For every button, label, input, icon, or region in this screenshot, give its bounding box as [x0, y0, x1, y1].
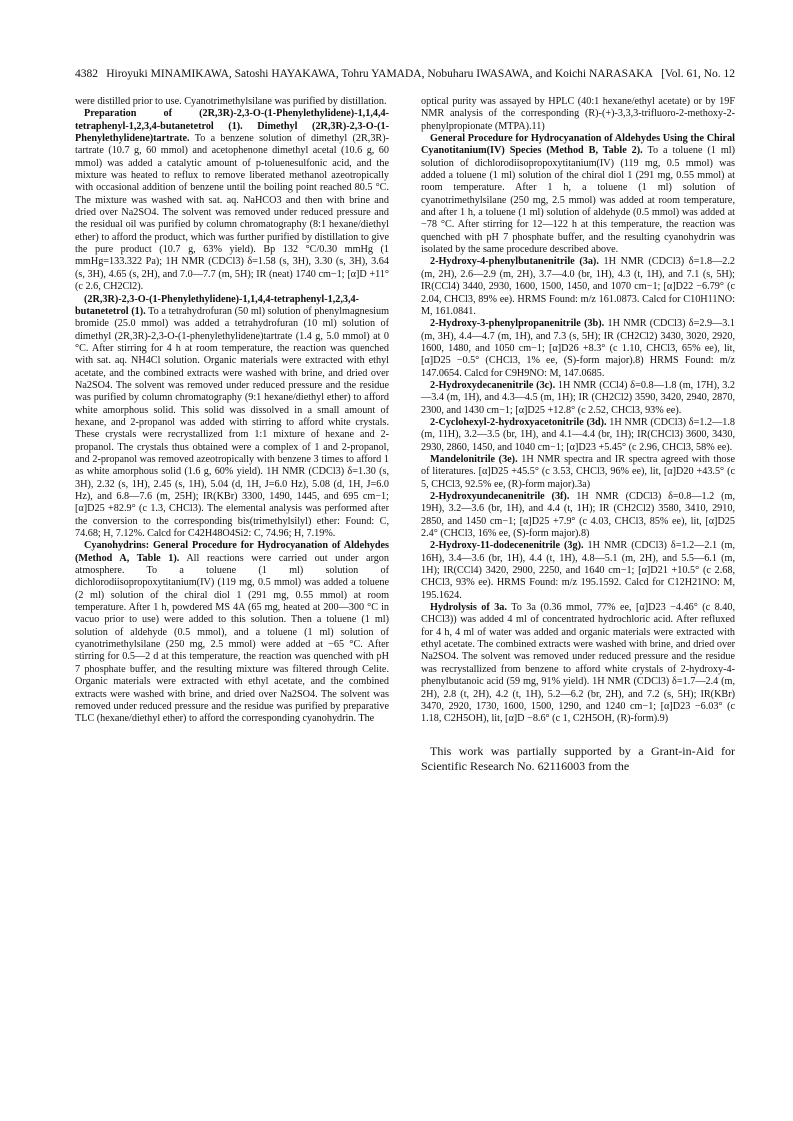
- compound-heading: 2-Hydroxydecanenitrile (3c).: [430, 379, 556, 391]
- paragraph: Cyanohydrins: General Procedure for Hydrocyanation of Aldehydes (Method A, Table 1). All reactions were carried out under argon atmosphere. To a toluene (1 ml) solution of dichlorodiisopropoxytitanium(IV) (119 mg, 0.5 mmol) was added a toluene (2 ml) solution of the chiral diol 1 (291 mg, 0.55 mmol) at room temperature. After 1 h, powdered MS 4A (65 mg, heated at 200—300 °C in vacuo prior to use) were added to this solution. Then a toluene (1 ml) solution of aldehyde (0.5 mmol), and a toluene (1 ml) solution of cyanotrimethylsilane (250 mg, 2.5 mmol) were added at −65 °C. After stirring for 0.5—2 d at this temperature, the reaction was quenched with pH 7 phosphate buffer, and the resulting mixture was filtered through Celite. Organic materials were extracted with ethyl acetate, and the combined extracts were washed with brine, and dried over Na2SO4. The solvent was removed under reduced pressure and the residue was purified by preparative TLC (hexane/diethyl ether) to afford the corresponding cyanohydrin. The: [75, 540, 389, 725]
- paragraph: optical purity was assayed by HPLC (40:1 hexane/ethyl acetate) or by 19F NMR analysis of the corresponding (R)-(+)-3,3,3-trifluoro-2-methoxy-2-phenylpropionate (MTPA).11): [421, 96, 735, 132]
- compound-heading: 2-Hydroxy-4-phenylbutanenitrile (3a).: [430, 256, 599, 268]
- paragraph: Hydrolysis of 3a. To 3a (0.36 mmol, 77% ee, [α]D23 −4.46° (c 8.40, CHCl3)) was added 4 ml of concentrated hydrochloric acid. After refluxed for 4 h, 4 ml of water was added and organic materials were extracted with ethyl acetate. The combined extracts were washed with brine, and dried over Na2SO4. The solvent was removed under reduced pressure and the residue was recrystallized from benzene to afford white crystals of 2-hydroxy-4-phenylbutanoic acid (59 mg, 91% yield). 1H NMR (CDCl3) δ=1.7—2.4 (m, 2H), 2.8 (t, 2H), 4.2 (t, 1H), 5.2—6.2 (br, 2H), and 7.2 (s, 5H); IR(KBr) 3470, 2920, 1730, 1600, 1500, 1290, and 1240 cm−1; [α]D23 −6.03° (c 1.18, C2H5OH), lit, [α]D −8.6° (c 1, C2H5OH, (R)-form).9): [421, 602, 735, 725]
- volume-info: [Vol. 61, No. 12: [661, 68, 735, 80]
- paragraph: Preparation of (2R,3R)-2,3-O-(1-Phenylethylidene)-1,1,4,4-tetraphenyl-1,2,3,4-butanetetrol (1). Dimethyl (2R,3R)-2,3-O-(1-Phenylethylidene)tartrate. To a benzene solution of dimethyl (2R,3R)-tartrate (10.7 g, 60 mmol) and acetophenone dimethyl acetal (10.6 g, 60 mmol) was added a catalytic amount of p-toluenesulfonic acid, and the mixture was heated to reflux to remove liberated methanol azeotropically with occasional addition of benzene until the boiling point reached 80.5 °C. The mixture was washed with sat. aq. NaHCO3 and then with brine and dried over Na2SO4. The solvent was removed under reduced pressure and the residual oil was purified by column chromatography (8:1 hexane/diethyl ether) to afford the product, which was further purified by distillation to give the pure product (10.7 g, 63% yield). Bp 132 °C/0.30 mmHg (1 mmHg=133.322 Pa); 1H NMR (CDCl3) δ=1.58 (s, 3H), 3.30 (s, 3H), 3.64 (s, 3H), 4.65 (s, 2H), and 7.0—7.7 (m, 5H); IR (neat) 1740 cm−1; [α]D +11° (c 2.6, CH2Cl2).: [75, 108, 389, 293]
- section-heading: Preparation of (2R,3R)-2,3-O-(1-Phenylethylidene)-1,1,4,4-tetraphenyl-1,2,3,4-butanetetrol (1). Dimethyl (2R,3R)-2,3-O-(1-Phenylethylidene)tartrate.: [75, 108, 389, 145]
- compound-heading: 2-Hydroxy-3-phenylpropanenitrile (3b).: [430, 318, 605, 330]
- paragraph: 2-Hydroxy-11-dodecenenitrile (3g). 1H NMR (CDCl3) δ=1.2—2.1 (m, 16H), 3.4—3.6 (br, 1H), 4.4 (t, 1H), 4.8—5.1 (m, 2H), and 5.5—6.1 (m, 1H); IR(CCl4) 3420, 2900, 2250, and 1640 cm−1; [α]D21 +10.5° (c 2.68, CHCl3, 93% ee). HRMS Found: m/z 195.1592. Calcd for C12H21NO: M, 195.1624.: [421, 540, 735, 601]
- right-column: [421, 96, 735, 774]
- paragraph: 2-Hydroxydecanenitrile (3c). 1H NMR (CCl4) δ=0.8—1.8 (m, 17H), 3.2—3.4 (m, 1H), and 4.3—4.5 (m, 1H); IR (CH2Cl2) 3590, 3420, 2940, 2870, 2300, and 1430 cm−1; [α]D25 +12.8° (c 2.52, CHCl3, 93% ee).: [421, 379, 735, 416]
- paragraph: were distilled prior to use. Cyanotrimethylsilane was purified by distillation.: [75, 96, 387, 107]
- paragraph: 2-Hydroxy-4-phenylbutanenitrile (3a). 1H NMR (CDCl3) δ=1.8—2.2 (m, 2H), 2.6—2.9 (m, 2H), 3.7—4.0 (br, 1H), 4.3 (t, 1H), and 7.1 (s, 5H); IR(CCl4) 3440, 2930, 1600, 1500, 1450, and 1070 cm−1; [α]D22 −6.79° (c 2.04, CHCl3, 89% ee). HRMS Found: m/z 161.0873. Calcd for C10H11NO: M, 161.0841.: [421, 256, 735, 317]
- acknowledgment: This work was partially supported by a Grant-in-Aid for Scientific Research No. 62116003 from the: [421, 743, 735, 773]
- section-heading: Hydrolysis of 3a.: [430, 602, 507, 614]
- running-header: [75, 68, 735, 84]
- page-number: 4382: [75, 68, 98, 80]
- paragraph: 2-Hydroxy-3-phenylpropanenitrile (3b). 1H NMR (CDCl3) δ=2.9—3.1 (m, 3H), 4.4—4.7 (m, 1H), and 7.3 (s, 5H); IR (CH2Cl2) 3430, 3020, 2920, 1600, 1480, and 1050 cm−1; [α]D26 +8.3° (c 1.10, CHCl3, 65% ee), lit, [α]D25 −0.5° (CHCl3, 1% ee, (S)-form major).8) HRMS Found: m/z 147.0654. Calcd for C9H9NO: M, 147.0685.: [421, 318, 735, 379]
- section-heading: General Procedure for Hydrocyanation of Aldehydes Using the Chiral Cyanotitanium(IV) Species (Method B, Table 2).: [421, 133, 735, 157]
- section-heading: (2R,3R)-2,3-O-(1-Phenylethylidene)-1,1,4,4-tetraphenyl-1,2,3,4-butanetetrol (1).: [75, 293, 360, 317]
- left-column: [75, 96, 389, 726]
- compound-heading: Mandelonitrile (3e).: [430, 453, 518, 465]
- compound-heading: 2-Hydroxyundecanenitrile (3f).: [430, 491, 570, 502]
- paragraph: Mandelonitrile (3e). 1H NMR spectra and IR spectra agreed with those of literatures. [α]D25 +45.5° (c 3.53, CHCl3, 96% ee), lit, [α]D20 +43.5° (c 5, CHCl3, 92.5% ee, (R)-form major).3a): [421, 453, 735, 490]
- section-heading: Cyanohydrins: General Procedure for Hydrocyanation of Aldehydes (Method A, Table 1).: [75, 540, 389, 564]
- paragraph: (2R,3R)-2,3-O-(1-Phenylethylidene)-1,1,4,4-tetraphenyl-1,2,3,4-butanetetrol (1). To a tetrahydrofuran (50 ml) solution of phenylmagnesium bromide (25.0 mmol) was added a tetrahydrofuran (10 ml) solution of dimethyl (2R,3R)-2,3-O-(1-phenylethylidene)tartrate (1.4 g, 5.0 mmol) at 0 °C. After stirring for 4 h at room temperature, the reaction was quenched with sat. aq. NH4Cl solution. Organic materials were extracted with ethyl acetate, and the combined extracts were washed with brine, and dried over Na2SO4. The solvent was removed under reduced pressure and the residue was purified by column chromatography (9:1 hexane/diethyl ether) to afford white amorphous solid. This solid was dissolved in a small amount of hexane, and 2-propanol was added with stirring to afford white crystals. These crystals were recrystallized from 1:1 mixture of hexane and 2-propanol. The crystals thus obtained were a complex of 1 and 2-propanol, and 2-propanol was removed azeotropically with benzene 3 times to afford 1 as white amorphous solid (1.6 g, 60% yield). 1H NMR (CDCl3) δ=1.30 (s, 3H), 2.32 (s, 1H), 2.45 (s, 1H), 5.04 (d, 1H, J=6.0 Hz), 5.08 (d, 1H, J=6.0 Hz), and 6.8—7.6 (m, 25H); IR(KBr) 3300, 1490, 1445, and 695 cm−1; [α]D25 +82.9° (c 1.3, CHCl3). The elemental analysis was performed after the conversion to the corresponding bis(trimethylsilyl) ether: Found: C, 74.68; H, 7.12%. Calcd for C42H48O4Si2: C, 74.96; H, 7.19%.: [75, 293, 390, 540]
- paragraph: 2-Hydroxyundecanenitrile (3f). 1H NMR (CDCl3) δ=0.8—1.2 (m, 19H), 3.2—3.6 (br, 1H), and 4.4 (t, 1H); IR (CH2Cl2) 3580, 3410, 2910, 2850, and 1450 cm−1; [α]D25 +7.9° (c 4.03, CHCl3, 85% ee), lit, [α]D25 2.4° (CHCl3, 16% ee, (S)-form major).8): [421, 491, 735, 540]
- author-list: Hiroyuki MINAMIKAWA, Satoshi HAYAKAWA, Tohru YAMADA, Nobuharu IWASAWA, and Koichi NARASAKA: [106, 68, 653, 80]
- paragraph: General Procedure for Hydrocyanation of Aldehydes Using the Chiral Cyanotitanium(IV) Species (Method B, Table 2). To a toluene (1 ml) solution of dichlorodiisopropoxytitanium(IV) (119 mg, 0.5 mmol) was added a toluene (1 ml) solution of the chiral diol 1 (291 mg, 0.55 mmol) at room temperature. After 1 h, a toluene (1 ml) solution of cyanotrimethylsilane (250 mg, 2.5 mmol) was added at room temperature, and after 1 h, a toluene (1 ml) solution of aldehyde (0.5 mmol) was added at −78 °C. After stirring for 12—122 h at this temperature, the reaction was quenched with pH 7 phosphate buffer, and the resulting cyanohydrin was isolated by the same procedure described above.: [421, 133, 735, 256]
- paragraph: 2-Cyclohexyl-2-hydroxyacetonitrile (3d). 1H NMR (CDCl3) δ=1.2—1.8 (m, 11H), 3.2—3.5 (br, 1H), and 4.1—4.4 (br, 1H); IR(CHCl3) 3600, 3430, 2930, 2860, 1450, and 1040 cm−1; [α]D23 +5.45° (c 2.96, CHCl3, 58% ee).: [421, 416, 735, 453]
- compound-heading: 2-Cyclohexyl-2-hydroxyacetonitrile (3d).: [430, 416, 607, 428]
- compound-heading: 2-Hydroxy-11-dodecenenitrile (3g).: [430, 540, 584, 552]
